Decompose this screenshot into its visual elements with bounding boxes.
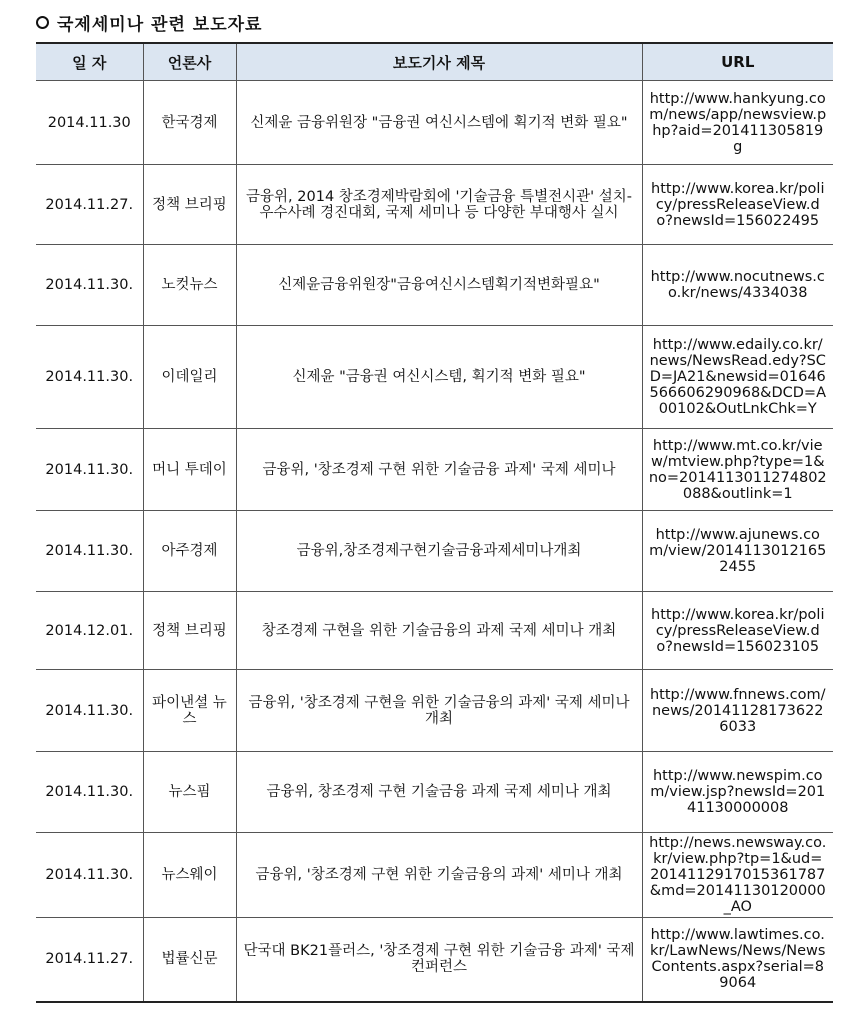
headline-cell: 금융위, '창조경제 구현을 위한 기술금융의 과제' 국제 세미나 개최 <box>236 670 642 752</box>
table-row <box>36 326 833 429</box>
url-link[interactable]: http://www.korea.kr/policy/pressReleaseView.do?newsId=156022495 <box>642 165 833 245</box>
headline-cell: 금융위, '창조경제 구현 위한 기술금융의 과제' 세미나 개최 <box>236 833 642 918</box>
date-cell: 2014.11.30. <box>36 326 143 429</box>
outlet-cell: 노컷뉴스 <box>143 245 236 326</box>
date-cell: 2014.11.30. <box>36 245 143 326</box>
date-cell: 2014.11.30. <box>36 670 143 752</box>
outlet-cell: 한국경제 <box>143 81 236 165</box>
url-link[interactable]: http://www.nocutnews.co.kr/news/4334038 <box>642 245 833 326</box>
url-link[interactable]: http://www.newspim.com/view.jsp?newsId=20141130000008 <box>642 752 833 833</box>
table-row <box>36 918 833 1002</box>
table-header-row <box>36 43 833 81</box>
url-link[interactable]: http://www.mt.co.kr/view/mtview.php?type=1&no=2014113011274802088&outlink=1 <box>642 429 833 511</box>
table-row <box>36 165 833 245</box>
page-title <box>36 10 262 35</box>
outlet-cell: 뉴스웨이 <box>143 833 236 918</box>
page-title-text: 국제세미나 관련 보도자료 <box>57 15 263 35</box>
column-header-url: URL <box>642 43 833 81</box>
headline-cell: 단국대 BK21플러스, '창조경제 구현 위한 기술금융 과제' 국제 컨퍼런스 <box>236 918 642 1002</box>
headline-cell: 신제윤 "금융권 여신시스템, 획기적 변화 필요" <box>236 326 642 429</box>
headline-cell: 금융위,창조경제구현기술금융과제세미나개최 <box>236 511 642 592</box>
headline-cell: 금융위, 2014 창조경제박람회에 '기술금융 특별전시관' 설치- 우수사례 경진대회, 국제 세미나 등 다양한 부대행사 실시 <box>236 165 642 245</box>
table-row <box>36 429 833 511</box>
column-header-headline: 보도기사 제목 <box>236 43 642 81</box>
outlet-cell: 정책 브리핑 <box>143 165 236 245</box>
outlet-cell: 정책 브리핑 <box>143 592 236 670</box>
headline-cell: 금융위, 창조경제 구현 기술금융 과제 국제 세미나 개최 <box>236 752 642 833</box>
headline-cell: 신제윤 금융위원장 "금융권 여신시스템에 획기적 변화 필요" <box>236 81 642 165</box>
column-header-outlet: 언론사 <box>143 43 236 81</box>
table-row <box>36 81 833 165</box>
table-row <box>36 752 833 833</box>
outlet-cell: 뉴스핌 <box>143 752 236 833</box>
outlet-cell: 법률신문 <box>143 918 236 1002</box>
date-cell: 2014.11.30. <box>36 511 143 592</box>
headline-cell: 금융위, '창조경제 구현 위한 기술금융 과제' 국제 세미나 <box>236 429 642 511</box>
date-cell: 2014.12.01. <box>36 592 143 670</box>
date-cell: 2014.11.30. <box>36 833 143 918</box>
date-cell: 2014.11.30. <box>36 752 143 833</box>
outlet-cell: 이데일리 <box>143 326 236 429</box>
table-row <box>36 670 833 752</box>
table-row <box>36 592 833 670</box>
date-cell: 2014.11.30 <box>36 81 143 165</box>
url-link[interactable]: http://www.korea.kr/policy/pressReleaseView.do?newsId=156023105 <box>642 592 833 670</box>
table-row <box>36 245 833 326</box>
press-release-table <box>36 42 833 1003</box>
outlet-cell: 아주경제 <box>143 511 236 592</box>
date-cell: 2014.11.27. <box>36 918 143 1002</box>
outlet-cell: 머니 투데이 <box>143 429 236 511</box>
url-link[interactable]: http://www.lawtimes.co.kr/LawNews/News/NewsContents.aspx?serial=89064 <box>642 918 833 1002</box>
headline-cell: 창조경제 구현을 위한 기술금융의 과제 국제 세미나 개최 <box>236 592 642 670</box>
table-row <box>36 511 833 592</box>
url-link[interactable]: http://www.hankyung.com/news/app/newsview.php?aid=201411305819g <box>642 81 833 165</box>
column-header-date: 일 자 <box>36 43 143 81</box>
date-cell: 2014.11.30. <box>36 429 143 511</box>
table-row <box>36 833 833 918</box>
url-link[interactable]: http://www.edaily.co.kr/news/NewsRead.edy?SCD=JA21&newsid=0164656660629096​8&DCD=A00102&OutLnkChk=Y <box>642 326 833 429</box>
url-link[interactable]: http://news.newsway.co.kr/view.php?tp=1&ud=2014112917015361787&md=20141130120000_AO <box>642 833 833 918</box>
outlet-cell: 파이낸셜 뉴스 <box>143 670 236 752</box>
headline-cell: 신제윤금융위원장"금융여신시스템획기적변화필요" <box>236 245 642 326</box>
date-cell: 2014.11.27. <box>36 165 143 245</box>
url-link[interactable]: http://www.fnnews.com/news/201411281736226033 <box>642 670 833 752</box>
url-link[interactable]: http://www.ajunews.com/view/20141130121652455 <box>642 511 833 592</box>
circle-bullet-icon <box>36 16 49 29</box>
